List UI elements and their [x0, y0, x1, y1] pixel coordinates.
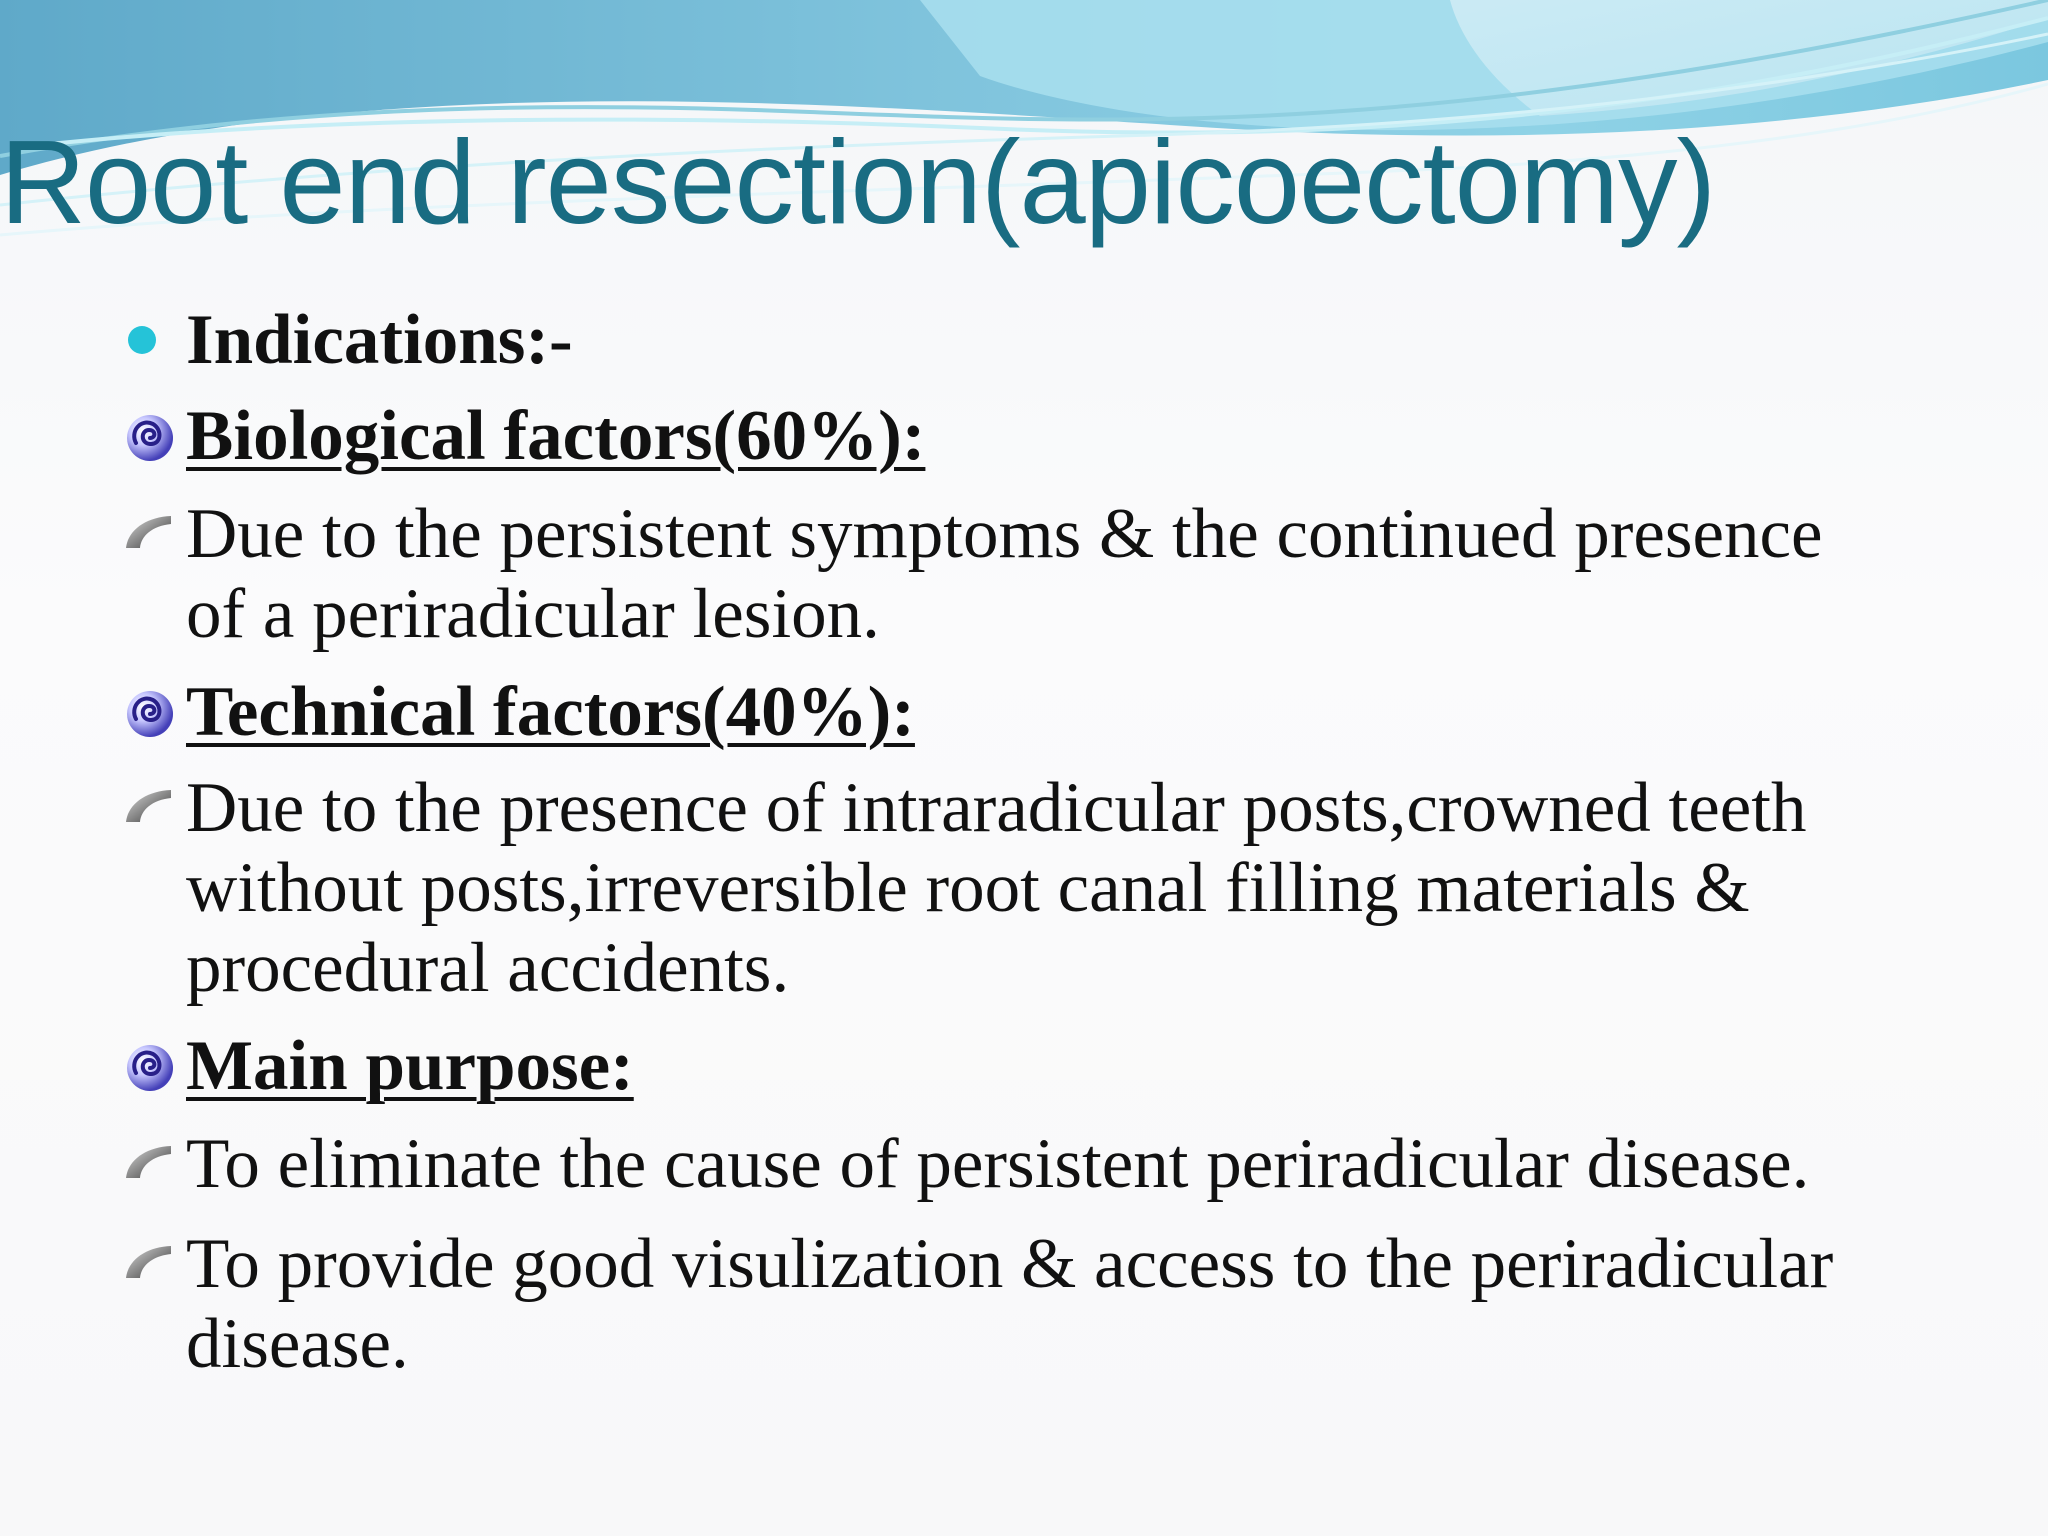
bullet-text: To eliminate the cause of persistent periradicular disease.	[186, 1125, 1810, 1203]
spiral-bullet-icon	[122, 410, 178, 466]
bullet-text-line: To provide good visulization & access to the periradicular	[186, 1225, 1834, 1303]
bullet-text: Biological factors(60%):	[186, 397, 926, 475]
bullet-text-line: of a periradicular lesion.	[186, 575, 880, 653]
dot-bullet-icon	[128, 326, 156, 354]
bullet-text-line: disease.	[186, 1305, 409, 1383]
shaded-arc-bullet-icon	[122, 786, 176, 826]
bullet-text: Indications:-	[186, 301, 573, 379]
bullet-text-line: Due to the persistent symptoms & the continued presence	[186, 495, 1823, 573]
bullet-text: Main purpose:	[186, 1027, 634, 1105]
spiral-bullet-icon	[122, 1040, 178, 1096]
shaded-arc-bullet-icon	[122, 512, 176, 552]
bullet-text-line: Due to the presence of intraradicular posts,crowned teeth	[186, 769, 1807, 847]
slide-title: Root end resection(apicoectomy)	[0, 116, 1716, 249]
shaded-arc-bullet-icon	[122, 1242, 176, 1282]
bullet-text: Technical factors(40%):	[186, 673, 915, 751]
bullet-text-line: procedural accidents.	[186, 929, 790, 1007]
spiral-bullet-icon	[122, 686, 178, 742]
shaded-arc-bullet-icon	[122, 1142, 176, 1182]
bullet-text-line: without posts,irreversible root canal filling materials &	[186, 849, 1750, 927]
